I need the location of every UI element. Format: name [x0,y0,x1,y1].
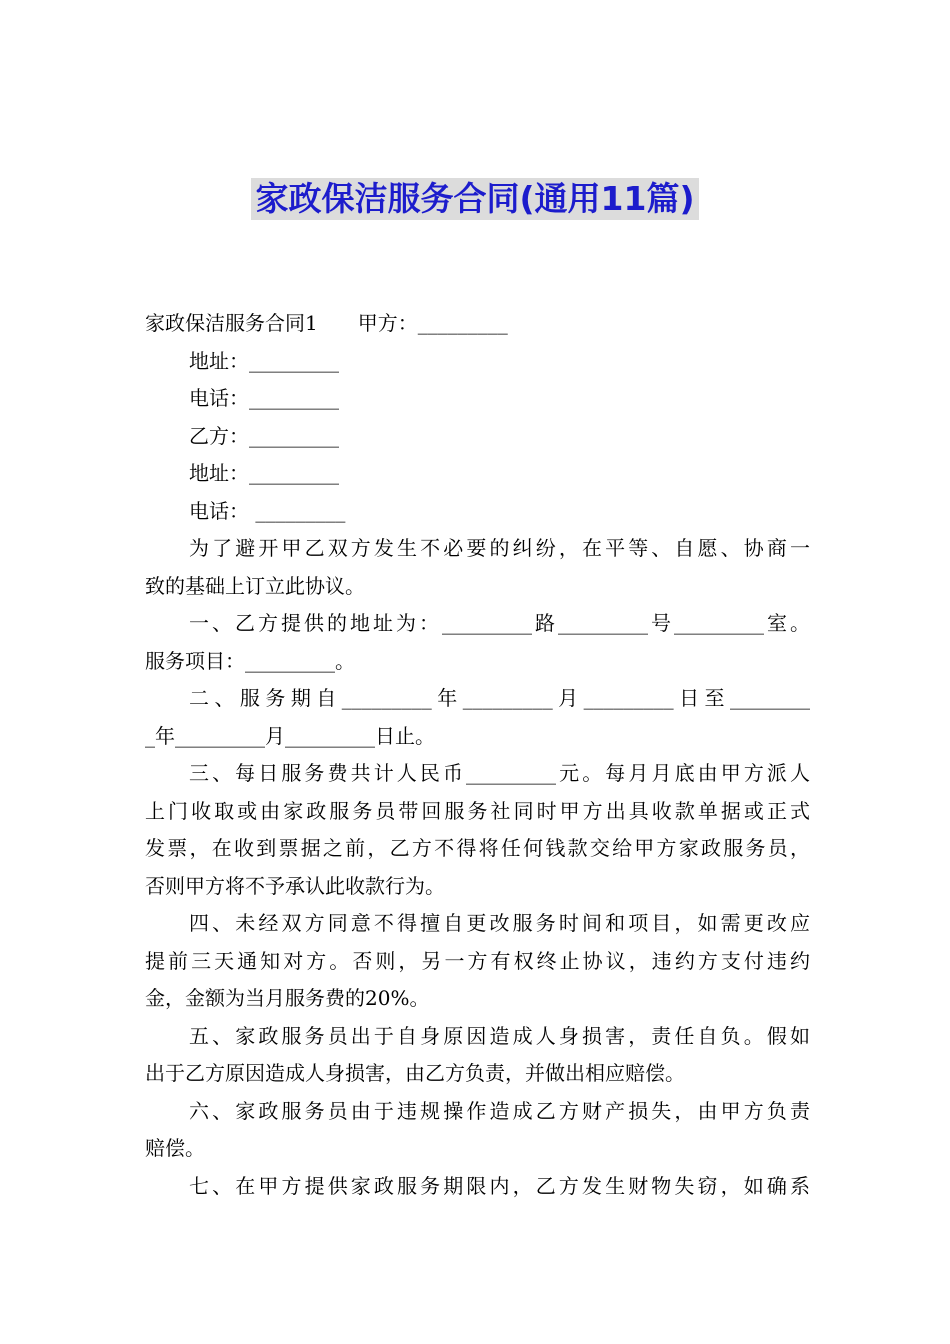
party-a-field: 甲方：_________ [357,311,508,335]
clause-2-line-1: 二、服务期自_________年_________月_________日至________ [189,686,810,710]
clause-3-line-2: 上门收取或由家政服务员带回服务社同时甲方出具收款单据或正式 [145,798,810,823]
clause-1-line-1: 一、乙方提供的地址为：_________路_________号_________室。 [189,611,810,635]
clause-5-line-2: 出于乙方原因造成人身损害，由乙方负责，并做出相应赔偿。 [145,1061,685,1085]
document-title: 家政保洁服务合同(通用11篇) [251,178,698,220]
contract-number-label: 家政保洁服务合同1 [145,311,318,335]
party-b-address: 地址：_________ [189,461,339,485]
clause-7-line-1: 七、在甲方提供家政服务期限内，乙方发生财物失窃，如确系 [189,1173,810,1198]
clause-3-line-4: 否则甲方将不予承认此收款行为。 [145,873,445,898]
clause-4-line-2: 提前三天通知对方。否则，另一方有权终止协议，违约方支付违约 [145,948,810,973]
intro-paragraph-line-2: 致的基础上订立此协议。 [145,573,365,598]
clause-3-line-3: 发票，在收到票据之前，乙方不得将任何钱款交给甲方家政服务员， [145,836,810,860]
title-container [0,178,950,220]
party-a-phone: 电话：_________ [189,386,339,410]
clause-3-line-1: 三、每日服务费共计人民币_________元。每月月底由甲方派人 [189,761,810,785]
clause-2-line-2: _年_________月_________日止。 [145,723,435,748]
clause-6-line-2: 赔偿。 [145,1136,205,1160]
clause-1-line-2: 服务项目：_________。 [145,648,355,673]
party-b-phone: 电话： _________ [189,498,346,523]
clause-5-line-1: 五、家政服务员出于自身原因造成人身损害，责任自负。假如 [189,1023,810,1048]
clause-4-line-1: 四、未经双方同意不得擅自更改服务时间和项目，如需更改应 [189,911,810,935]
clause-6-line-1: 六、家政服务员由于违规操作造成乙方财产损失，由甲方负责 [189,1098,810,1123]
contract-heading-line [145,305,810,343]
clause-4-line-3: 金，金额为当月服务费的20%。 [145,986,430,1010]
document-body [145,305,810,1205]
party-a-address: 地址：_________ [189,348,339,373]
intro-paragraph-line-1: 为了避开甲乙双方发生不必要的纠纷，在平等、自愿、协商一 [189,536,810,560]
party-b-field: 乙方：_________ [189,423,339,448]
